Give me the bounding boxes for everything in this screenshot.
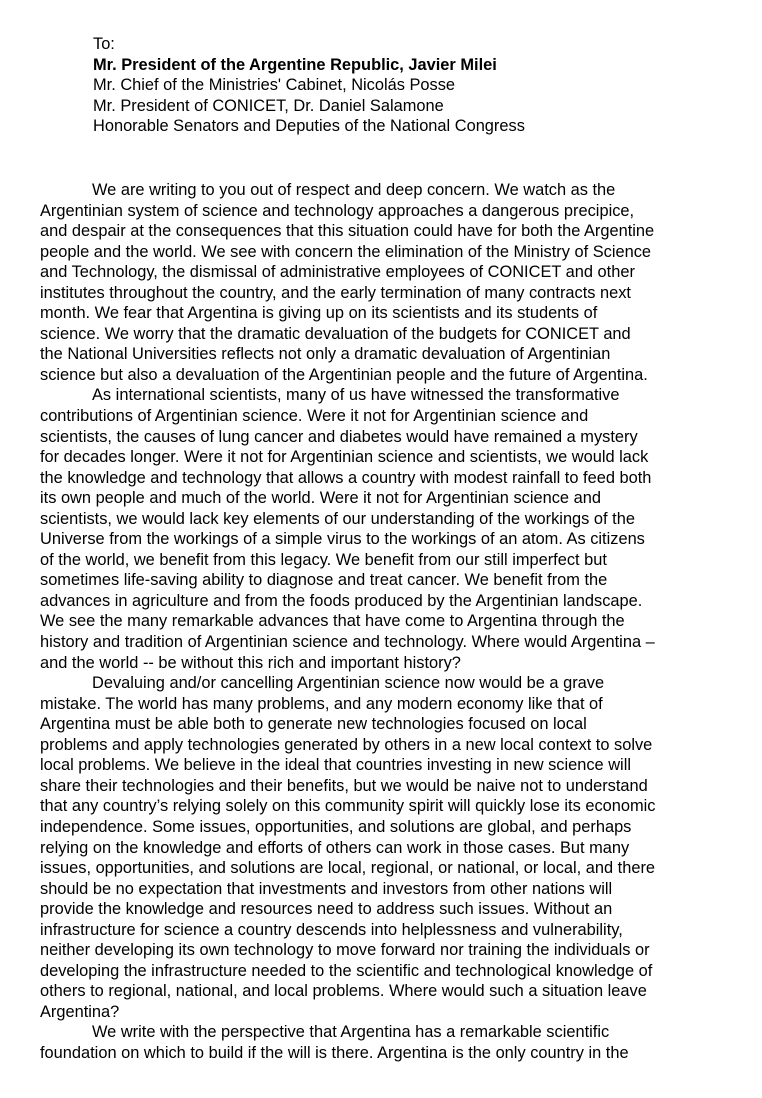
text-line: scientists, we would lack key elements of our understanding of the workings of the	[40, 509, 635, 528]
text-line: the knowledge and technology that allows a country with modest rainfall to feed both	[40, 468, 652, 487]
text-line: foundation on which to build if the will is there. Argentina is the only country in the	[40, 1043, 629, 1062]
text-line: local problems. We believe in the ideal that countries investing in new science will	[40, 756, 631, 775]
text-line: Universe from the workings of a simple virus to the workings of an atom. As citizens	[40, 530, 645, 549]
text-line: problems and apply technologies generated by others in a new local context to solve	[40, 735, 653, 754]
text-line: Argentinian system of science and technology approaches a dangerous precipice,	[40, 201, 635, 220]
text-line: history and tradition of Argentinian science and technology. Where would Argentina –	[40, 633, 655, 652]
text-line: contributions of Argentinian science. Were it not for Argentinian science and	[40, 407, 589, 426]
text-line: and Technology, the dismissal of administrative employees of CONICET and other	[40, 263, 635, 282]
paragraph-first-line: Devaluing and/or cancelling Argentinian science now would be a grave	[92, 674, 605, 693]
text-line: science. We worry that the dramatic devaluation of the budgets for CONICET and	[40, 324, 631, 343]
text-line: issues, opportunities, and solutions are local, regional, or national, or local, and there	[40, 859, 656, 878]
addressee-line: Mr. President of the Argentine Republic, Javier Milei	[93, 55, 497, 74]
text-line: developing the infrastructure needed to the scientific and technological knowledge of	[40, 961, 653, 980]
text-line: for decades longer. Were it not for Argentinian science and scientists, we would lack	[40, 448, 649, 467]
text-line: others to regional, national, and local problems. Where would such a situation leave	[40, 982, 647, 1001]
text-line: should be no expectation that investments and investors from other nations will	[40, 879, 613, 898]
addressee-line: Honorable Senators and Deputies of the National Congress	[93, 117, 525, 135]
addressee-line: Mr. Chief of the Ministries' Cabinet, Nicolás Posse	[93, 76, 456, 94]
text-line: of the world, we benefit from this legacy. We benefit from our still imperfect but	[40, 550, 607, 569]
text-line: infrastructure for science a country descends into helplessness and vulnerability,	[40, 920, 623, 939]
paragraph-first-line: We are writing to you out of respect and deep concern. We watch as the	[92, 181, 616, 199]
text-line: and the world -- be without this rich and important history?	[40, 653, 461, 672]
paragraph-first-line: We write with the perspective that Argentina has a remarkable scientific	[92, 1023, 610, 1042]
text-line: sometimes life-saving ability to diagnose and treat cancer. We benefit from the	[40, 571, 608, 590]
text-line: that any country’s relying solely on this community spirit will quickly lose its economic	[40, 797, 656, 816]
text-line: relying on the knowledge and efforts of others can work in those cases. But many	[40, 838, 630, 857]
text-line: its own people and much of the world. Were it not for Argentinian science and	[40, 489, 601, 508]
text-line: share their technologies and their benefits, but we would be naive not to understand	[40, 776, 648, 795]
to-label: To:	[93, 35, 115, 53]
text-line: the National Universities reflects not only a dramatic devaluation of Argentinian	[40, 345, 611, 364]
text-line: neither developing its own technology to move forward nor training the individuals or	[40, 941, 650, 960]
addressee-line: Mr. President of CONICET, Dr. Daniel Salamone	[93, 96, 444, 115]
addressee-block	[93, 34, 525, 137]
text-line: advances in agriculture and from the foods produced by the Argentinian landscape.	[40, 591, 643, 610]
text-line: people and the world. We see with concern the elimination of the Ministry of Science	[40, 242, 652, 261]
letter-body	[40, 180, 732, 1064]
text-line: provide the knowledge and resources need to address such issues. Without an	[40, 900, 613, 919]
text-line: We see the many remarkable advances that have come to Argentina through the	[40, 612, 625, 631]
text-line: scientists, the causes of lung cancer and diabetes would have remained a mystery	[40, 427, 638, 446]
text-line: institutes throughout the country, and the early termination of many contracts next	[40, 283, 631, 302]
text-line: Argentina must be able both to generate new technologies focused on local	[40, 715, 587, 734]
text-line: science but also a devaluation of the Argentinian people and the future of Argentina.	[40, 365, 648, 384]
text-line: Argentina?	[40, 1002, 120, 1021]
text-line: independence. Some issues, opportunities, and solutions are global, and perhaps	[40, 817, 632, 836]
paragraph-first-line: As international scientists, many of us have witnessed the transformative	[92, 386, 620, 405]
text-line: and despair at the consequences that this situation could have for both the Argentine	[40, 222, 655, 241]
text-line: month. We fear that Argentina is giving up on its scientists and its students of	[40, 304, 598, 323]
text-line: mistake. The world has many problems, and any modern economy like that of	[40, 694, 603, 713]
